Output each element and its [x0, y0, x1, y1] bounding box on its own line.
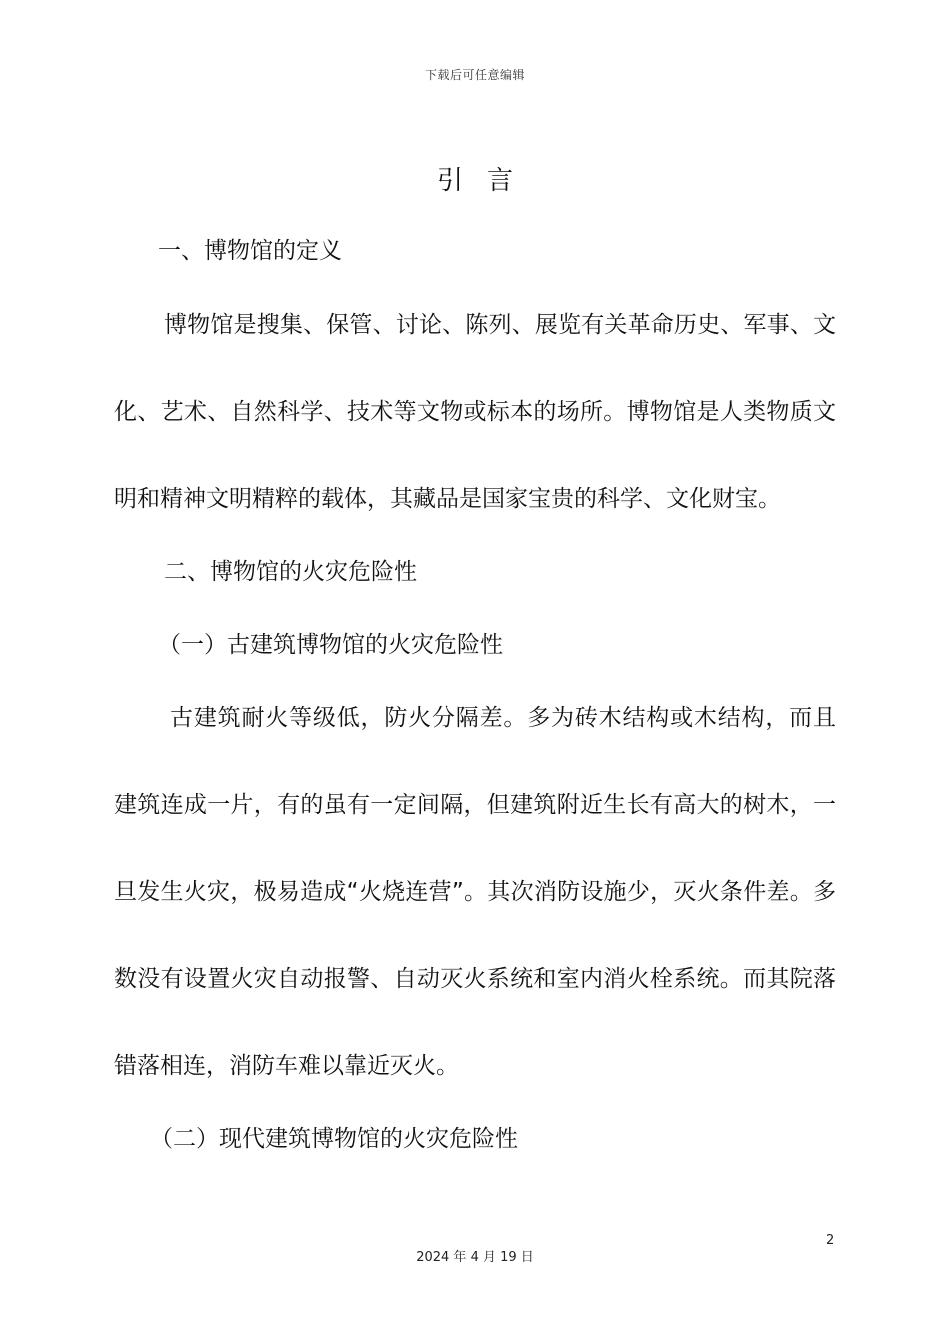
page-header: 下载后可任意编辑 — [424, 68, 525, 82]
paragraph-line: 旦发生火灾，极易造成“火烧连营”。其次消防设施少，灭火条件差。多 — [114, 879, 836, 905]
paragraph-line: 博物馆是搜集、保管、讨论、陈列、展览有关革命历史、军事、文 — [164, 312, 836, 338]
subsection-heading-modern: （二）现代建筑博物馆的火灾危险性 — [150, 1126, 518, 1152]
page-number: 2 — [826, 1233, 835, 1248]
paragraph-line: 化、艺术、自然科学、技术等文物或标本的场所。博物馆是人类物质文 — [114, 399, 836, 425]
paragraph-line: 古建筑耐火等级低，防火分隔差。多为砖木结构或木结构，而且 — [170, 705, 836, 731]
section-heading-fire-risk: 二、博物馆的火灾危险性 — [164, 559, 417, 585]
subsection-heading-ancient: （一）古建筑博物馆的火灾危险性 — [158, 632, 503, 658]
section-heading-definition: 一、博物馆的定义 — [158, 238, 342, 264]
paragraph-line: 建筑连成一片，有的虽有一定间隔，但建筑附近生长有高大的树木，一 — [114, 792, 836, 818]
paragraph-line: 明和精神文明精粹的载体，其藏品是国家宝贵的科学、文化财宝。 — [114, 486, 781, 512]
paragraph-line: 数没有设置火灾自动报警、自动灭火系统和室内消火栓系统。而其院落 — [114, 966, 836, 992]
paragraph-line: 错落相连，消防车难以靠近灭火。 — [114, 1053, 459, 1079]
page-title: 引言 — [436, 166, 537, 196]
page-footer-date: 2024 年 4 月 19 日 — [416, 1250, 534, 1265]
